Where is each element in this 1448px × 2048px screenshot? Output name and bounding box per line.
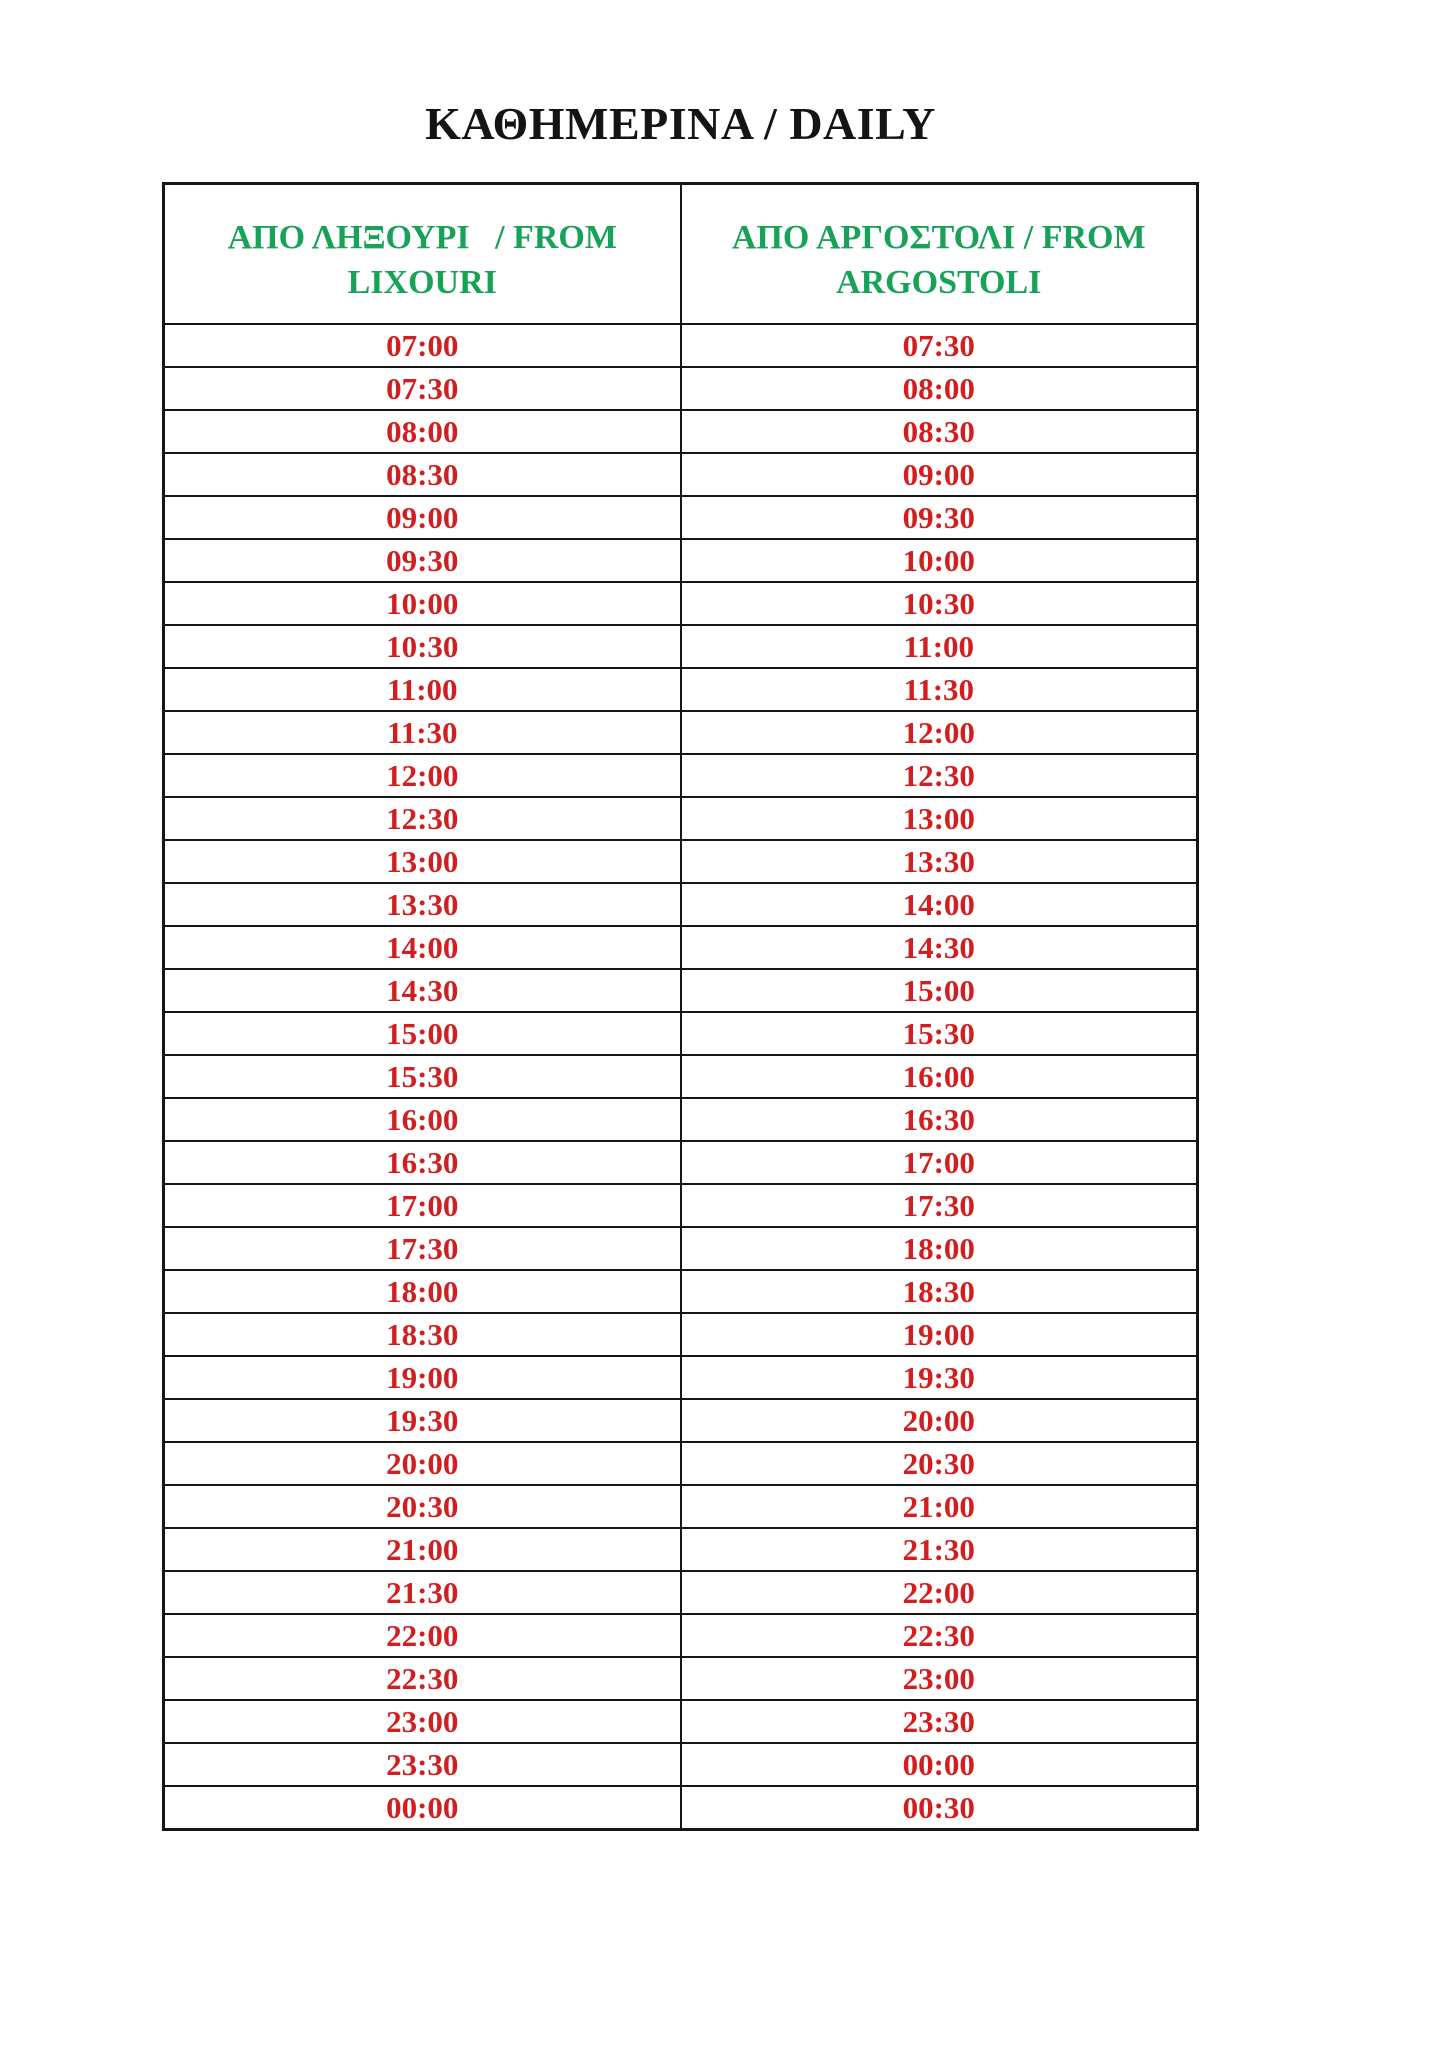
time-cell: 19:00: [164, 1356, 681, 1399]
table-row: [164, 1442, 1198, 1485]
table-row: [164, 1227, 1198, 1270]
time-cell: 17:30: [164, 1227, 681, 1270]
time-cell: 14:00: [164, 926, 681, 969]
table-row: [164, 625, 1198, 668]
table-row: [164, 926, 1198, 969]
time-cell: 15:30: [164, 1055, 681, 1098]
table-row: [164, 1098, 1198, 1141]
time-cell: 17:30: [681, 1184, 1198, 1227]
table-row: [164, 582, 1198, 625]
table-row: [164, 410, 1198, 453]
time-cell: 08:30: [681, 410, 1198, 453]
time-cell: 10:30: [681, 582, 1198, 625]
table-row: [164, 1141, 1198, 1184]
time-cell: 11:00: [164, 668, 681, 711]
time-cell: 13:00: [681, 797, 1198, 840]
time-cell: 22:00: [681, 1571, 1198, 1614]
table-row: [164, 1270, 1198, 1313]
time-cell: 13:30: [681, 840, 1198, 883]
table-row: [164, 754, 1198, 797]
table-row: [164, 539, 1198, 582]
table-row: [164, 496, 1198, 539]
time-cell: 17:00: [681, 1141, 1198, 1184]
time-cell: 07:30: [681, 324, 1198, 367]
time-cell: 20:00: [681, 1399, 1198, 1442]
time-cell: 18:00: [681, 1227, 1198, 1270]
time-cell: 22:30: [681, 1614, 1198, 1657]
table-row: [164, 1657, 1198, 1700]
table-row: [164, 1614, 1198, 1657]
time-cell: 14:30: [164, 969, 681, 1012]
table-row: [164, 711, 1198, 754]
time-cell: 23:00: [681, 1657, 1198, 1700]
time-cell: 12:30: [164, 797, 681, 840]
time-cell: 16:30: [681, 1098, 1198, 1141]
time-cell: 13:00: [164, 840, 681, 883]
time-cell: 21:00: [164, 1528, 681, 1571]
time-cell: 15:00: [164, 1012, 681, 1055]
time-cell: 07:30: [164, 367, 681, 410]
column-header-lixouri-line2: LIXOURI: [347, 264, 497, 301]
time-cell: 09:30: [164, 539, 681, 582]
table-row: [164, 668, 1198, 711]
table-row: [164, 883, 1198, 926]
time-cell: 08:30: [164, 453, 681, 496]
time-cell: 21:30: [681, 1528, 1198, 1571]
time-cell: 11:30: [681, 668, 1198, 711]
time-cell: 08:00: [164, 410, 681, 453]
timetable-body: [164, 324, 1198, 1830]
column-header-argostoli: [681, 184, 1198, 325]
time-cell: 19:00: [681, 1313, 1198, 1356]
time-cell: 19:30: [681, 1356, 1198, 1399]
time-cell: 11:00: [681, 625, 1198, 668]
time-cell: 12:00: [164, 754, 681, 797]
time-cell: 09:00: [164, 496, 681, 539]
time-cell: 10:00: [164, 582, 681, 625]
table-row: [164, 1743, 1198, 1786]
time-cell: 07:00: [164, 324, 681, 367]
table-row: [164, 1012, 1198, 1055]
time-cell: 14:30: [681, 926, 1198, 969]
table-row: [164, 324, 1198, 367]
time-cell: 18:00: [164, 1270, 681, 1313]
table-row: [164, 367, 1198, 410]
time-cell: 09:30: [681, 496, 1198, 539]
time-cell: 11:30: [164, 711, 681, 754]
time-cell: 21:30: [164, 1571, 681, 1614]
time-cell: 19:30: [164, 1399, 681, 1442]
time-cell: 18:30: [681, 1270, 1198, 1313]
column-header-lixouri-line1: ΑΠΟ ΛΗΞΟΥΡΙ / FROM: [227, 219, 617, 257]
time-cell: 16:00: [164, 1098, 681, 1141]
table-row: [164, 1786, 1198, 1830]
time-cell: 22:00: [164, 1614, 681, 1657]
column-header-argostoli-line2: ARGOSTOLI: [836, 264, 1042, 301]
time-cell: 18:30: [164, 1313, 681, 1356]
table-row: [164, 969, 1198, 1012]
time-cell: 23:00: [164, 1700, 681, 1743]
time-cell: 10:30: [164, 625, 681, 668]
table-row: [164, 1399, 1198, 1442]
time-cell: 20:00: [164, 1442, 681, 1485]
time-cell: 00:30: [681, 1786, 1198, 1830]
time-cell: 12:00: [681, 711, 1198, 754]
time-cell: 14:00: [681, 883, 1198, 926]
time-cell: 23:30: [681, 1700, 1198, 1743]
time-cell: 00:00: [164, 1786, 681, 1830]
time-cell: 08:00: [681, 367, 1198, 410]
table-row: [164, 1528, 1198, 1571]
table-row: [164, 1184, 1198, 1227]
timetable: [162, 182, 1199, 1831]
time-cell: 15:30: [681, 1012, 1198, 1055]
time-cell: 10:00: [681, 539, 1198, 582]
time-cell: 20:30: [681, 1442, 1198, 1485]
time-cell: 20:30: [164, 1485, 681, 1528]
time-cell: 17:00: [164, 1184, 681, 1227]
time-cell: 23:30: [164, 1743, 681, 1786]
time-cell: 21:00: [681, 1485, 1198, 1528]
table-row: [164, 840, 1198, 883]
time-cell: 09:00: [681, 453, 1198, 496]
table-row: [164, 1356, 1198, 1399]
time-cell: 16:00: [681, 1055, 1198, 1098]
time-cell: 22:30: [164, 1657, 681, 1700]
table-row: [164, 1700, 1198, 1743]
time-cell: 12:30: [681, 754, 1198, 797]
table-row: [164, 453, 1198, 496]
table-row: [164, 797, 1198, 840]
column-header-argostoli-line1: ΑΠΟ ΑΡΓΟΣΤΟΛΙ / FROM: [731, 219, 1146, 257]
time-cell: 00:00: [681, 1743, 1198, 1786]
table-row: [164, 1571, 1198, 1614]
header-row: [164, 184, 1198, 325]
column-header-lixouri: [164, 184, 681, 325]
time-cell: 13:30: [164, 883, 681, 926]
table-row: [164, 1485, 1198, 1528]
time-cell: 16:30: [164, 1141, 681, 1184]
table-row: [164, 1313, 1198, 1356]
table-row: [164, 1055, 1198, 1098]
page-title: ΚΑΘΗΜΕΡΙΝΑ / DAILY: [425, 98, 936, 149]
time-cell: 15:00: [681, 969, 1198, 1012]
